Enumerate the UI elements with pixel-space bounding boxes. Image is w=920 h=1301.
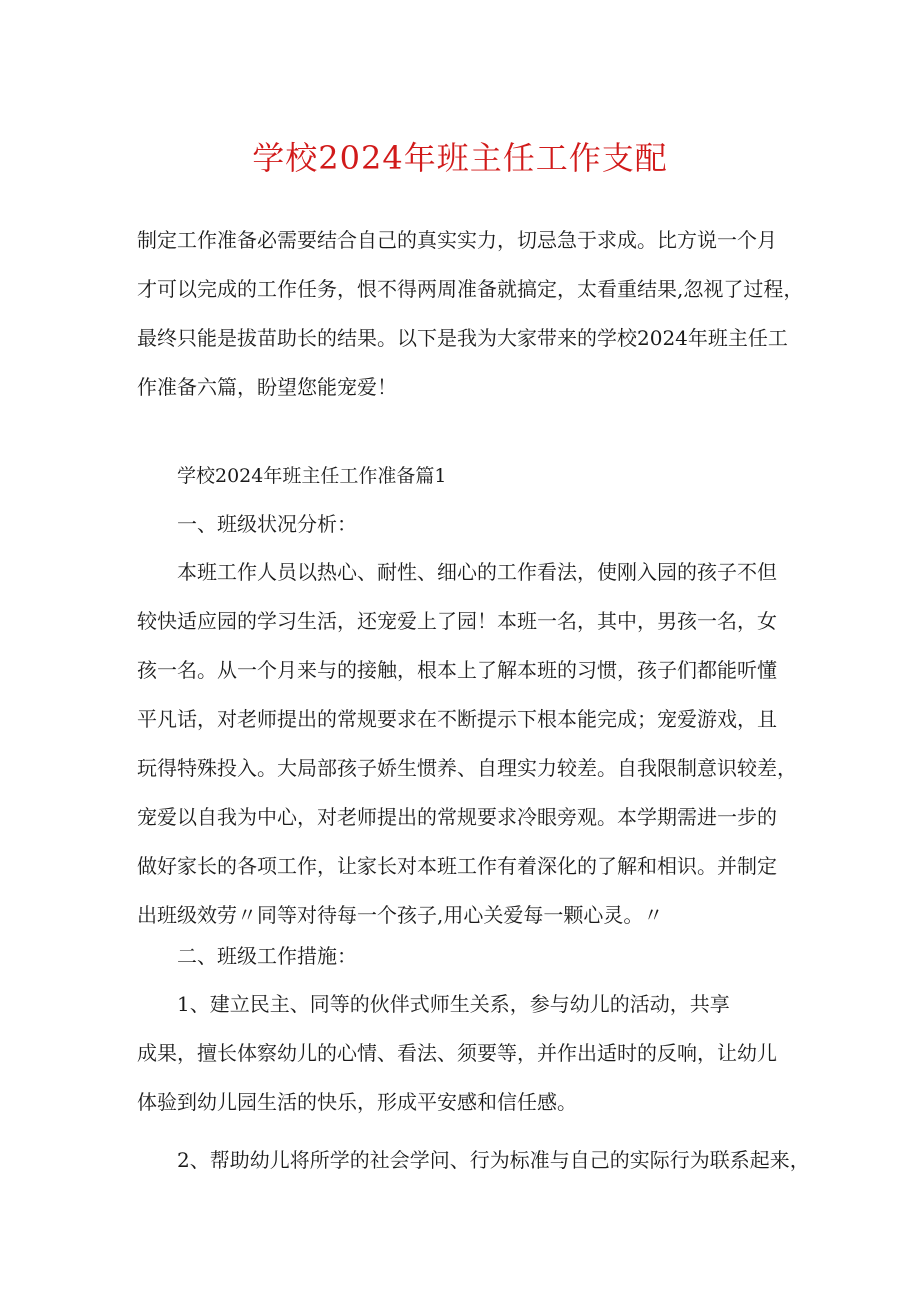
intro-paragraph bbox=[137, 216, 804, 412]
text-line: 成果，擅长体察幼儿的心情、看法、须要等，并作出适时的反响，让幼儿 bbox=[137, 1041, 777, 1065]
section-title-text: 学校2024年班主任工作准备篇1 bbox=[177, 465, 447, 487]
text-line: 体验到幼儿园生活的快乐，形成平安感和信任感。 bbox=[137, 1090, 577, 1114]
text-line: 本班工作人员以热心、耐性、细心的工作看法，使刚入园的孩子不但 bbox=[177, 560, 777, 584]
text-line: 2、帮助幼儿将所学的社会学问、行为标准与自己的实际行为联系起来， bbox=[177, 1148, 810, 1172]
text-line: 出班级效劳〃同等对待每一个孩子,用心关爱每一颗心灵。〃 bbox=[137, 903, 664, 927]
text-line: 制定工作准备必需要结合自己的真实实力，切忌急于求成。比方说一个月 bbox=[137, 228, 777, 252]
document-title: 学校2024年班主任工作支配 bbox=[252, 139, 668, 177]
text-line: 1、建立民主、同等的伙伴式师生关系，参与幼儿的活动，共享 bbox=[177, 992, 730, 1016]
text-line: 较快适应园的学习生活，还宠爱上了园！本班一名，其中，男孩一名，女 bbox=[137, 609, 777, 633]
measure-2-paragraph bbox=[137, 1136, 810, 1185]
analysis-paragraph bbox=[137, 548, 797, 940]
text-line: 玩得特殊投入。大局部孩子娇生惯养、自理实力较差。自我限制意识较差， bbox=[137, 756, 797, 780]
heading-class-analysis bbox=[137, 500, 797, 549]
text-line: 作准备六篇，盼望您能宠爱！ bbox=[137, 375, 397, 399]
section-title bbox=[137, 452, 797, 501]
text-line: 做好家长的各项工作，让家长对本班工作有着深化的了解和相识。并制定 bbox=[137, 854, 777, 878]
text-line: 才可以完成的工作任务，恨不得两周准备就搞定，太看重结果,忽视了过程， bbox=[137, 277, 804, 301]
heading-class-measures bbox=[137, 932, 797, 981]
text-line: 孩一名。从一个月来与的接触，根本上了解本班的习惯，孩子们都能听懂 bbox=[137, 658, 777, 682]
heading-text: 一、班级状况分析： bbox=[177, 512, 357, 536]
text-line: 最终只能是拔苗助长的结果。以下是我为大家带来的学校2024年班主任工 bbox=[137, 326, 788, 350]
measure-1-paragraph bbox=[137, 980, 797, 1127]
text-line: 平凡话，对老师提出的常规要求在不断提示下根本能完成；宠爱游戏，且 bbox=[137, 707, 777, 731]
text-line: 宠爱以自我为中心，对老师提出的常规要求冷眼旁观。本学期需进一步的 bbox=[137, 805, 777, 829]
heading-text: 二、班级工作措施： bbox=[177, 944, 357, 968]
